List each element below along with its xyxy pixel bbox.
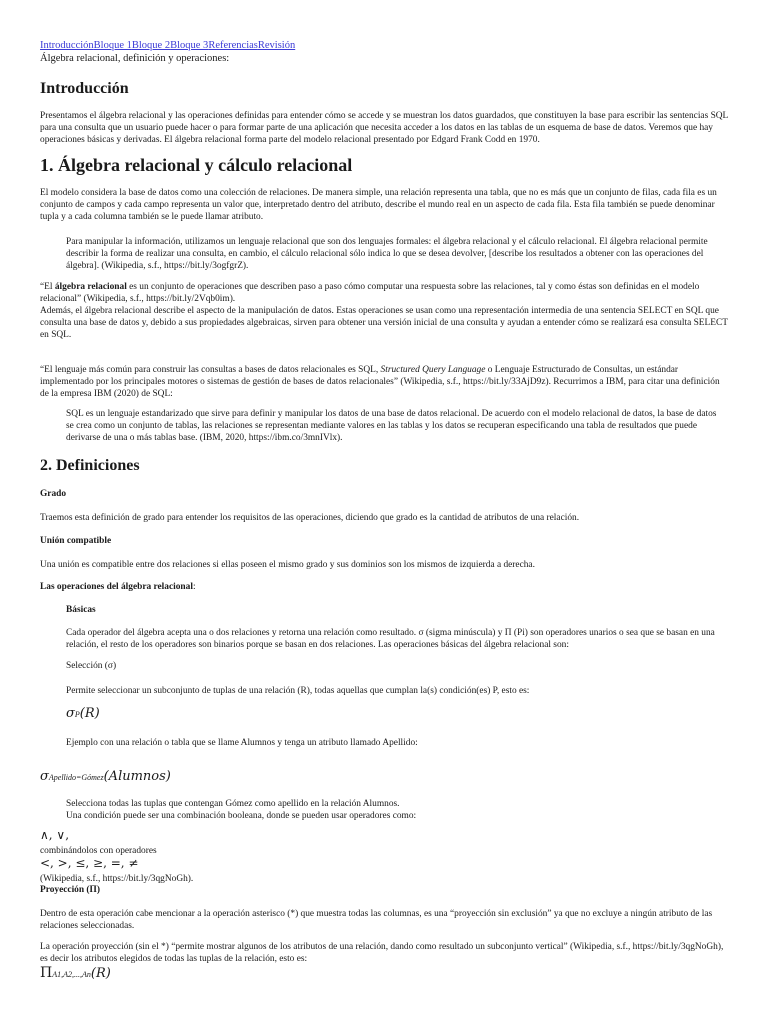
condicion-text: Una condición puede ser una combinación booleana, donde se pueden usar operadores como: <box>66 811 417 821</box>
basicas-label-text: Básicas <box>66 605 96 615</box>
section-1-paragraph-3: Además, el álgebra relacional describe el aspecto de la manipulación de datos. Estas operaciones se usan como una representación intermedia de una sentencia SELECT en SQL que consulta una base de datos y, debido a sus propiedades algebraicas, sirven para obtener una versión inicial de una consulta y ayudan a entender cómo se realizará esa consulta SELECT en SQL. <box>40 306 728 340</box>
p2-bold-term: álgebra relacional <box>54 282 127 292</box>
ops-label-colon: : <box>192 582 196 592</box>
p4-lead: “El lenguaje más común para construir las consultas a bases de datos relacionales es SQL, <box>40 365 381 375</box>
comparison-operators: <, >, ≤, ≥, =, ≠ <box>40 856 139 870</box>
nav-link-introduccion[interactable]: Introducción <box>40 40 94 51</box>
p2-lead: “El <box>40 282 55 292</box>
p4-rest: o Lenguaje Estructurado de Consultas, un estándar implementado por los principales motores o sistemas de gestión de bases de datos relacionales” (Wikipedia, s.f., https://bit.ly/33AjD9z). Recurrimos a IBM, para citar una definición de la empresa IBM (2020) de SQL: <box>40 365 720 399</box>
intro-heading: Introducción <box>40 80 129 97</box>
section-1-paragraph-1: El modelo considera la base de datos como una colección de relaciones. De manera simple, una relación representa una tabla, que no es más que un conjunto de filas, cada fila es un conjunto de campos y cada campo representa un valor que, interpretado dentro del atributo, describe el mundo real en un aspecto de cada fila. Esta fila también se puede denominar tupla y a cada columna también se le puede llamar atributo. <box>40 188 717 222</box>
boolean-operators: ∧, ∨, <box>40 828 70 842</box>
formula-selection <box>66 704 730 722</box>
seleccion-text: Permite seleccionar un subconjunto de tuplas de una relación (R), todas aquellas que cumplan la(s) condición(es) P, esto es: <box>66 686 530 696</box>
formula-2-argument: (Alumnos) <box>103 769 171 784</box>
nav-link-referencias[interactable]: Referencias <box>208 40 258 51</box>
section-1-paragraph-4 <box>40 364 730 400</box>
ejemplo-text: Ejemplo con una relación o tabla que se llame Alumnos y tenga un atributo llamado Apellido: <box>66 738 418 748</box>
sigma-symbol-example: σ <box>40 769 49 784</box>
p2-rest: es un conjunto de operaciones que describen paso a paso cómo computar una respuesta sobre las relaciones, tal y como éstas son definidas en el modelo relacional” (Wikipedia, s.f., https://bit.ly/2Vqb0im). <box>40 282 700 304</box>
document-subtitle: Álgebra relacional, definición y operaciones: <box>40 53 230 64</box>
basicas-label <box>66 604 730 616</box>
proyeccion-label <box>40 884 730 896</box>
grado-label-text: Grado <box>40 489 67 499</box>
formula-3-argument: (R) <box>90 966 111 981</box>
formula-example <box>40 767 730 785</box>
section-2-heading: 2. Definiciones <box>40 457 140 474</box>
section-1-paragraph-2 <box>40 281 730 305</box>
union-label-text: Unión compatible <box>40 536 112 546</box>
pi-symbol: Π <box>40 965 53 981</box>
p4-italic-term: Structured Query Language <box>380 365 486 375</box>
formula-2-subscript: Apellido=Gómez <box>48 773 104 782</box>
combinandolos-text: combinándolos con operadores <box>40 846 157 856</box>
nav-link-bloque-3[interactable]: Bloque 3 <box>170 40 209 51</box>
intro-paragraph: Presentamos el álgebra relacional y las operaciones definidas para entender cómo se accede y se muestran los datos guardados, que constituyen la base para escribir las sentencias SQL para una consulta que un usuario puede hacer o para formar parte de una aplicación que necesita acceder a los datos en las tablas de un esquema de base de datos. Veremos que hay operaciones básicas y derivadas. El álgebra relacional forma parte del modelo relacional presentado por Edgard Frank Codd en 1970. <box>40 111 728 145</box>
section-1-heading: 1. Álgebra relacional y cálculo relacional <box>40 155 353 175</box>
quote-ibm: SQL es un lenguaje estandarizado que sirve para definir y manipular los datos de una base de datos relacional. De acuerdo con el modelo relacional de datos, la base de datos se crea como un conjunto de tablas, las relaciones se representan mediante valores en las tablas y los datos se recuperan especificando una tabla de resultados que puede derivarse de una o más tablas base. (IBM, 2020, https://ibm.co/3mnIVlx). <box>66 409 717 443</box>
basicas-text: Cada operador del álgebra acepta una o dos relaciones y retorna una relación como resultado. σ (sigma minúscula) y Π (Pi) son operadores unarios o sea que se basan en una relación, el resto de los operadores son binarios porque se basan en dos relaciones. Las operaciones básicas del álgebra relacional son: <box>66 628 715 650</box>
selecciona-text: Selecciona todas las tuplas que contengan Gómez como apellido en la relación Alumnos. <box>66 799 400 809</box>
proyeccion-text-1: Dentro de esta operación cabe mencionar a la operación asterisco (*) que muestra todas las columnas, es una “proyección sin exclusión” ya que no excluye a ningún atributo de las relaciones seleccionadas. <box>40 909 713 931</box>
proyeccion-label-text: Proyección (Π) <box>40 885 100 895</box>
nav-link-revision[interactable]: Revisión <box>257 40 296 51</box>
proyeccion-text-2: La operación proyección (sin el *) “permite mostrar algunos de los atributos de una relación, dando como resultado un subconjunto vertical” (Wikipedia, s.f., https://bit.ly/3qgNoGh), es decir los atributos elegidos de todas las tuplas de la relación, esto es: <box>40 942 724 964</box>
seleccion-label: Selección (σ) <box>66 661 117 671</box>
formula-1-subscript: P <box>74 710 80 719</box>
union-text: Una unión es compatible entre dos relaciones si ellas poseen el mismo grado y sus dominios son los mismos de izquierda a derecha. <box>40 560 535 570</box>
union-label <box>40 535 730 547</box>
wikipedia-reference: (Wikipedia, s.f., https://bit.ly/3qgNoGh). <box>40 874 194 884</box>
ops-label <box>40 581 730 593</box>
ops-label-text: Las operaciones del álgebra relacional <box>40 582 193 592</box>
grado-label <box>40 488 730 500</box>
formula-1-argument: (R) <box>79 706 100 721</box>
sigma-symbol: σ <box>66 706 75 721</box>
nav-link-bloque-1[interactable]: Bloque 1 <box>93 40 132 51</box>
quote-wikipedia: Para manipular la información, utilizamos un lenguaje relacional que son dos lenguajes formales: el álgebra relacional y el cálculo relacional. El álgebra relacional permite describir la forma de realizar una consulta, en cambio, el cálculo relacional sólo indica lo que se desea devolver, [describe los resultados a obtener con las operaciones del álgebra]. (Wikipedia, s.f., https://bit.ly/3ogfgrZ). <box>66 237 708 271</box>
formula-3-subscript: A1,A2,...,An <box>52 970 91 979</box>
nav-link-bloque-2[interactable]: Bloque 2 <box>131 40 171 51</box>
formula-projection <box>40 964 730 982</box>
grado-text: Traemos esta definición de grado para entender los requisitos de las operaciones, diciendo que grado es la cantidad de atributos de una relación. <box>40 513 580 523</box>
section-nav <box>40 40 730 51</box>
